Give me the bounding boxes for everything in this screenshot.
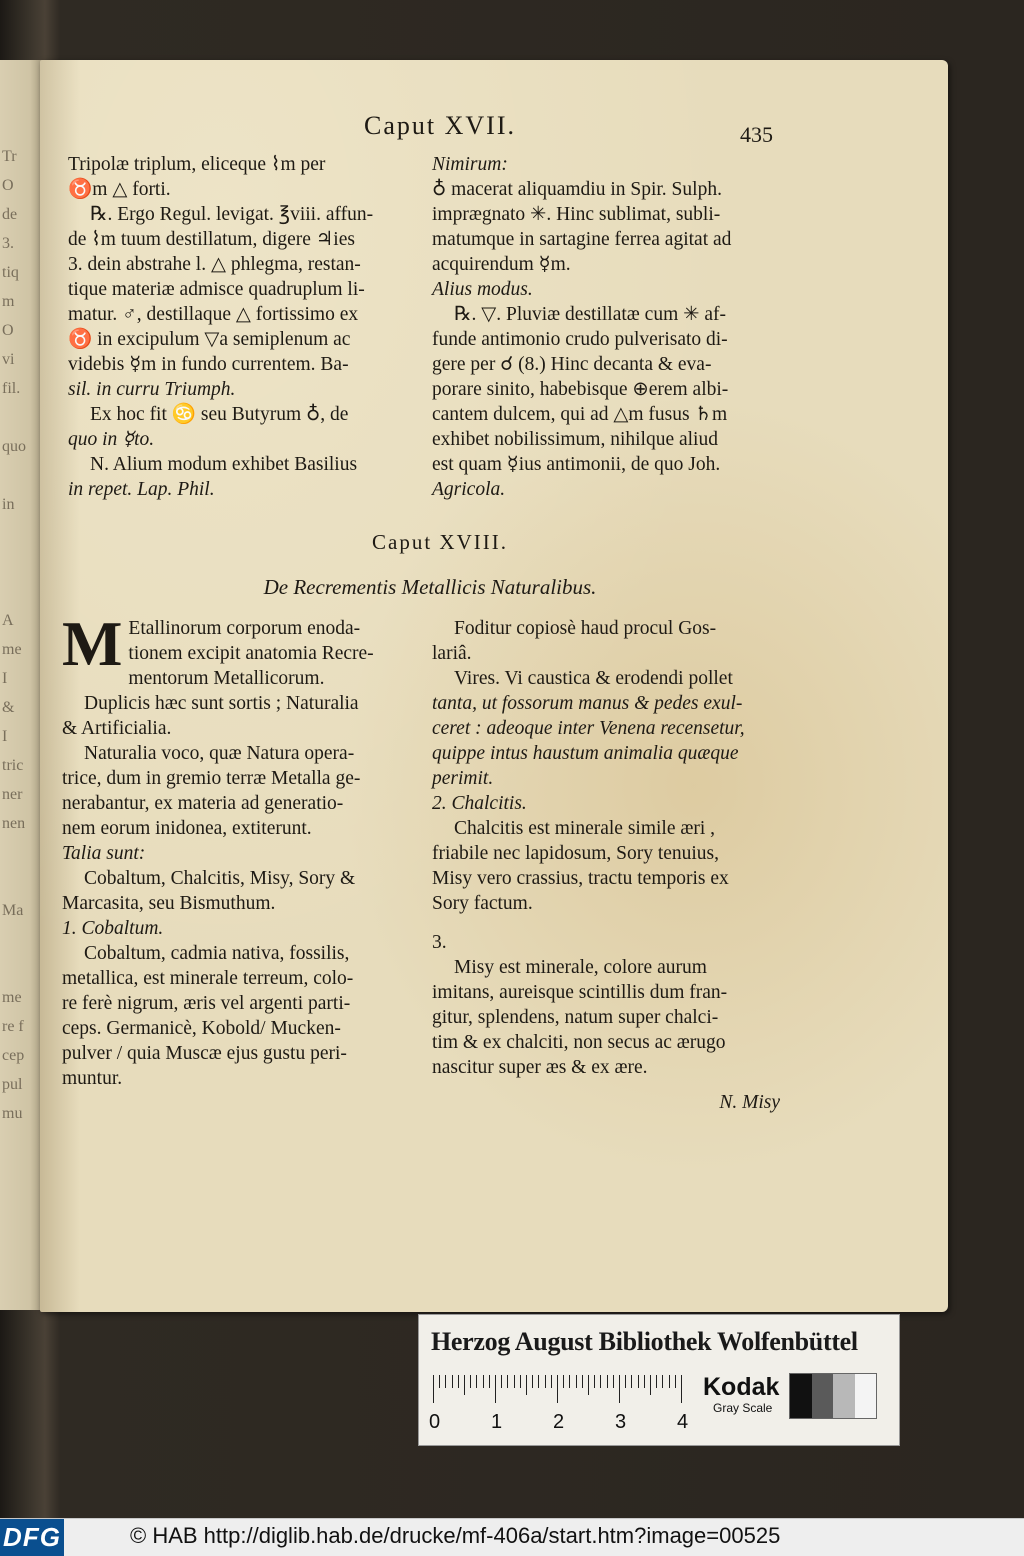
ruler-tick bbox=[545, 1375, 546, 1388]
text-line: acquirendum ☿m. bbox=[432, 254, 571, 275]
ruler-tick bbox=[532, 1375, 533, 1388]
text-line: ceret : adeoque inter Venena recensetur, bbox=[432, 718, 745, 739]
scale-ruler bbox=[433, 1373, 693, 1405]
text-line: friabile nec lapidosum, Sory tenuius, bbox=[432, 843, 720, 864]
text-line: videbis ☿m in fundo currentem. Ba- bbox=[68, 354, 349, 375]
ruler-tick bbox=[662, 1375, 663, 1388]
text-line: lariâ. bbox=[432, 643, 472, 664]
text-line bbox=[432, 916, 772, 930]
library-label bbox=[418, 1314, 900, 1446]
edge-text-fragment bbox=[2, 844, 42, 862]
ruler-tick bbox=[483, 1375, 484, 1388]
text-line: Cobaltum, cadmia nativa, fossilis, bbox=[84, 943, 350, 964]
text-line: quippe intus haustum animalia quæque bbox=[432, 743, 739, 764]
text-line: 3. bbox=[432, 932, 447, 953]
text-line: pulver / quia Muscæ ejus gustu peri- bbox=[62, 1043, 347, 1064]
ruler-tick bbox=[520, 1375, 521, 1388]
text-line: ♉m △ forti. bbox=[68, 179, 171, 200]
ruler-tick bbox=[470, 1375, 471, 1388]
kodak-logo: Kodak bbox=[703, 1373, 780, 1401]
edge-text-fragment bbox=[2, 554, 42, 572]
text-line: Marcasita, seu Bismuthum. bbox=[62, 893, 276, 914]
section-title: De Recrementis Metallicis Naturalibus. bbox=[263, 575, 597, 599]
text-line: matumque in sartagine ferrea agitat ad bbox=[432, 229, 732, 250]
text-line: tim & ex chalciti, non secus ac ærugo bbox=[432, 1032, 726, 1053]
ruler-tick bbox=[464, 1375, 465, 1395]
gray-patch bbox=[855, 1374, 877, 1418]
text-line: Tripolæ triplum, eliceque ⌇m per bbox=[68, 154, 326, 175]
ruler-tick bbox=[452, 1375, 453, 1388]
drop-cap: M bbox=[62, 608, 123, 679]
text-line: quo in ☿to. bbox=[68, 429, 155, 450]
text-line: Agricola. bbox=[432, 479, 506, 500]
library-name: Herzog August Bibliothek Wolfenbüttel bbox=[431, 1327, 858, 1356]
edge-text-fragment: Ma bbox=[2, 902, 24, 919]
ruler-tick bbox=[445, 1375, 446, 1388]
ruler-tick bbox=[433, 1375, 434, 1403]
ruler-tick bbox=[656, 1375, 657, 1388]
ruler-tick bbox=[526, 1375, 527, 1395]
ruler-tick bbox=[514, 1375, 515, 1388]
text-line: ℞. Ergo Regul. levigat. ℥viii. affun- bbox=[90, 204, 374, 225]
text-line: porare sinito, habebisque ⊕erem albi- bbox=[432, 379, 729, 400]
ruler-tick bbox=[582, 1375, 583, 1388]
text-line: Etallinorum corporum enoda- bbox=[128, 618, 361, 639]
ruler-tick bbox=[631, 1375, 632, 1388]
edge-text-fragment: & bbox=[2, 699, 15, 716]
text-line: ♁ macerat aliquamdiu in Spir. Sulph. bbox=[432, 179, 722, 200]
ruler-tick bbox=[600, 1375, 601, 1388]
ruler-tick bbox=[588, 1375, 589, 1395]
chapter-heading-xvii: Caput XVII. bbox=[364, 111, 516, 140]
ruler-tick bbox=[458, 1375, 459, 1388]
edge-text-fragment: quo bbox=[2, 438, 26, 455]
edge-text-fragment bbox=[2, 467, 42, 485]
ruler-number: 1 bbox=[491, 1411, 503, 1433]
text-line: matur. ♂, destillaque △ fortissimo ex bbox=[68, 304, 359, 325]
text-line: Naturalia voco, quæ Natura opera- bbox=[84, 743, 355, 764]
catchword: N. Misy bbox=[719, 1092, 780, 1113]
ruler-tick bbox=[489, 1375, 490, 1388]
column-upper-right bbox=[432, 152, 777, 502]
edge-text-fragment: I bbox=[2, 670, 8, 687]
text-line: muntur. bbox=[62, 1068, 123, 1089]
ruler-tick bbox=[501, 1375, 502, 1388]
text-line: Vires. Vi caustica & erodendi pollet bbox=[454, 668, 733, 689]
gray-patch bbox=[812, 1374, 834, 1418]
text-line: ♉ in excipulum ▽a semiplenum ac bbox=[68, 329, 351, 350]
text-line: metallica, est minerale terreum, colo- bbox=[62, 968, 354, 989]
ruler-tick bbox=[563, 1375, 564, 1388]
edge-text-fragment: O bbox=[2, 322, 14, 339]
text-line: gere per ☌ (8.) Hinc decanta & eva- bbox=[432, 354, 712, 375]
text-line: cantem dulcem, qui ad △m fusus ♄m bbox=[432, 404, 728, 425]
ruler-tick bbox=[644, 1375, 645, 1388]
ruler-number: 0 bbox=[429, 1411, 441, 1433]
edge-text-fragment: pul bbox=[2, 1076, 23, 1093]
edge-text-fragment: tric bbox=[2, 757, 24, 774]
ruler-tick bbox=[476, 1375, 477, 1388]
text-line: ℞. ▽. Pluviæ destillatæ cum ✳ af- bbox=[454, 304, 726, 325]
edge-text-fragment: 3. bbox=[2, 235, 14, 252]
text-line: funde antimonio crudo pulverisato di- bbox=[432, 329, 728, 350]
ruler-tick bbox=[551, 1375, 552, 1388]
text-line: exhibet nobilissimum, nihilque aliud bbox=[432, 429, 718, 450]
ruler-tick bbox=[619, 1375, 620, 1403]
text-line: Foditur copiosè haud procul Gos- bbox=[454, 618, 717, 639]
ruler-tick bbox=[538, 1375, 539, 1388]
copyright-url[interactable]: © HAB http://diglib.hab.de/drucke/mf-406a/start.htm?image=00525 bbox=[130, 1523, 781, 1548]
text-line: tanta, ut fossorum manus & pedes exul- bbox=[432, 693, 743, 714]
ruler-tick bbox=[675, 1375, 676, 1388]
column-lower-left bbox=[62, 608, 402, 1091]
dfg-logo: DFG bbox=[0, 1519, 64, 1556]
text-line: & Artificialia. bbox=[62, 718, 172, 739]
ruler-number: 2 bbox=[553, 1411, 565, 1433]
edge-text-fragment: m bbox=[2, 293, 15, 310]
text-line: Sory factum. bbox=[432, 893, 533, 914]
text-line: Duplicis hæc sunt sortis ; Naturalia bbox=[84, 693, 359, 714]
text-line: Cobaltum, Chalcitis, Misy, Sory & bbox=[84, 868, 356, 889]
text-line: tique materiæ admisce quadruplum li- bbox=[68, 279, 365, 300]
column-lower-left-lines bbox=[62, 608, 402, 1091]
text-line: imprægnato ✳. Hinc sublimat, subli- bbox=[432, 204, 721, 225]
text-line: re ferè nigrum, æris vel argenti parti- bbox=[62, 993, 351, 1014]
text-line: 2. Chalcitis. bbox=[432, 793, 527, 814]
text-line: nascitur super æs & ex ære. bbox=[432, 1057, 648, 1078]
ruler-tick bbox=[439, 1375, 440, 1388]
text-line: tionem excipit anatomia Recre- bbox=[128, 643, 374, 664]
ruler-number: 3 bbox=[615, 1411, 627, 1433]
text-line: Talia sunt: bbox=[62, 843, 146, 864]
edge-text-fragment: me bbox=[2, 989, 22, 1006]
text-line: 3. dein abstrahe l. △ phlegma, restan- bbox=[68, 254, 361, 275]
ruler-tick bbox=[650, 1375, 651, 1395]
footer-bar bbox=[0, 1518, 1024, 1556]
text-line: nerabantur, ex materia ad generatio- bbox=[62, 793, 344, 814]
text-line: Ex hoc fit ♋ seu Butyrum ♁, de bbox=[90, 404, 349, 425]
book-page bbox=[40, 60, 948, 1312]
ruler-tick bbox=[638, 1375, 639, 1388]
edge-text-fragment: mu bbox=[2, 1105, 23, 1122]
ruler-tick bbox=[669, 1375, 670, 1388]
text-line: Alius modus. bbox=[432, 279, 533, 300]
text-line: trice, dum in gremio terræ Metalla ge- bbox=[62, 768, 361, 789]
text-line: mentorum Metallicorum. bbox=[128, 668, 325, 689]
text-line: N. Alium modum exhibet Basilius bbox=[90, 454, 358, 475]
edge-text-fragment: cep bbox=[2, 1047, 25, 1064]
edge-text-fragment bbox=[2, 525, 42, 543]
column-upper-left bbox=[68, 152, 413, 502]
edge-text-fragment: O bbox=[2, 177, 14, 194]
gray-patch bbox=[833, 1374, 855, 1418]
column-lower-right bbox=[432, 616, 772, 1080]
ruler-tick bbox=[569, 1375, 570, 1388]
edge-text-fragment bbox=[2, 960, 42, 978]
page-number: 435 bbox=[740, 122, 773, 147]
gray-scale-caption: Gray Scale bbox=[713, 1401, 773, 1415]
edge-text-fragment: I bbox=[2, 728, 8, 745]
text-line: perimit. bbox=[432, 768, 494, 789]
edge-text-fragment: nen bbox=[2, 815, 26, 832]
text-line: imitans, aureisque scintillis dum fran- bbox=[432, 982, 728, 1003]
edge-text-fragment: Tr bbox=[2, 148, 17, 165]
text-line: gitur, splendens, natum super chalci- bbox=[432, 1007, 719, 1028]
ruler-tick bbox=[625, 1375, 626, 1388]
text-line: 1. Cobaltum. bbox=[62, 918, 164, 939]
edge-text-fragment: me bbox=[2, 641, 22, 658]
edge-text-fragment bbox=[2, 873, 42, 891]
edge-text-fragment: ner bbox=[2, 786, 23, 803]
chapter-heading-xviii: Caput XVIII. bbox=[372, 530, 508, 554]
text-line: nem eorum inidonea, extiterunt. bbox=[62, 818, 312, 839]
edge-text-fragment: re f bbox=[2, 1018, 24, 1035]
edge-text-fragment bbox=[2, 409, 42, 427]
ruler-tick bbox=[507, 1375, 508, 1388]
text-line: sil. in curru Triumph. bbox=[68, 379, 236, 400]
ruler-tick bbox=[495, 1375, 496, 1403]
ruler-number: 4 bbox=[677, 1411, 689, 1433]
edge-text-fragment bbox=[2, 583, 42, 601]
text-line: Nimirum: bbox=[432, 154, 508, 175]
edge-text-fragment: fil. bbox=[2, 380, 21, 397]
text-line: Misy vero crassius, tractu temporis ex bbox=[432, 868, 729, 889]
edge-text-fragment: vi bbox=[2, 351, 15, 368]
ruler-tick bbox=[607, 1375, 608, 1388]
text-line: ceps. Germanicè, Kobold/ Mucken- bbox=[62, 1018, 341, 1039]
edge-text-fragment bbox=[2, 931, 42, 949]
gray-patch bbox=[790, 1374, 812, 1418]
edge-text-fragment: tiq bbox=[2, 264, 19, 281]
text-line: est quam ☿ius antimonii, de quo Joh. bbox=[432, 454, 721, 475]
ruler-tick bbox=[681, 1375, 682, 1403]
ruler-tick bbox=[557, 1375, 558, 1403]
ruler-tick bbox=[576, 1375, 577, 1388]
text-line: Chalcitis est minerale simile æri , bbox=[454, 818, 716, 839]
ruler-tick bbox=[594, 1375, 595, 1388]
text-line: de ⌇m tuum destillatum, digere ♃ies bbox=[68, 229, 355, 250]
text-line: Misy est minerale, colore aurum bbox=[454, 957, 707, 978]
edge-text-fragment: in bbox=[2, 496, 15, 513]
edge-text-fragment: de bbox=[2, 206, 18, 223]
edge-text-fragment: A bbox=[2, 612, 14, 629]
text-line: in repet. Lap. Phil. bbox=[68, 479, 215, 500]
ruler-tick bbox=[613, 1375, 614, 1388]
gray-scale-patches bbox=[789, 1373, 877, 1419]
